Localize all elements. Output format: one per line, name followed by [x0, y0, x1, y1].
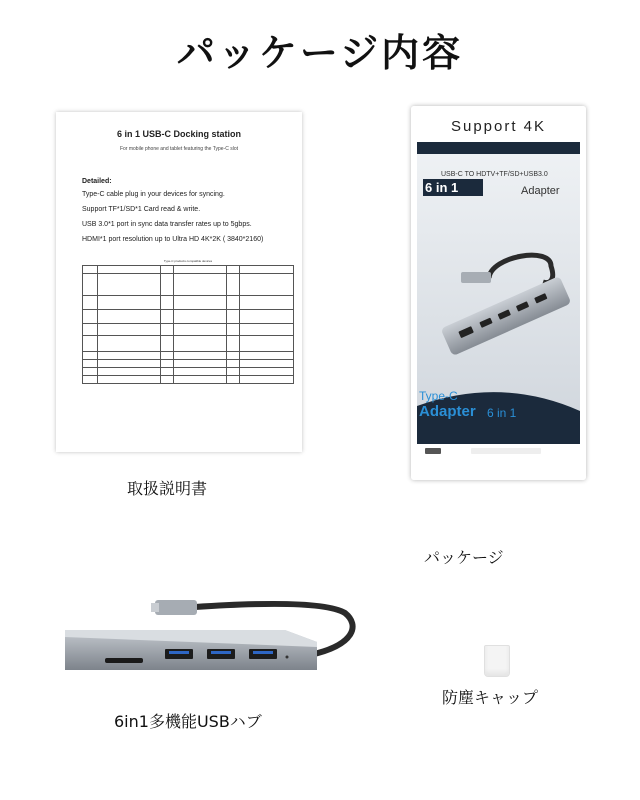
- package-box: [411, 106, 586, 480]
- manual-line: Support TF*1/SD*1 Card read & write.: [82, 206, 201, 213]
- cap-caption: 防塵キャップ: [442, 688, 539, 707]
- box-adapter-big: Adapter: [419, 403, 476, 420]
- manual-detailed-label: Detailed:: [82, 178, 112, 185]
- manual-subheading: For mobile phone and tablet featuring the Type-C slot: [119, 146, 239, 152]
- dust-cap-image: [484, 645, 510, 677]
- hub-caption: 6in1多機能USBハブ: [114, 712, 262, 731]
- manual-line: Type-C cable plug in your devices for syncing.: [82, 191, 225, 198]
- package-box-art: [411, 106, 586, 480]
- manual-line: USB 3.0*1 port in sync data transfer rates up to 5gbps.: [82, 221, 252, 228]
- box-six-in-one: 6 in 1: [487, 406, 517, 420]
- box-adapter-label: Adapter: [521, 185, 560, 197]
- box-type-c: Type-C: [419, 389, 458, 403]
- instruction-manual: [56, 112, 302, 452]
- box-caption: パッケージ: [424, 548, 504, 567]
- manual-line: HDMI*1 port resolution up to Ultra HD 4K*2K ( 3840*2160): [82, 236, 264, 243]
- box-support-text: Support 4K: [450, 118, 547, 135]
- table-caption: Type-C products compatible devices: [163, 259, 213, 263]
- page-title: パッケージ内容: [176, 31, 464, 75]
- compatibility-table: [82, 265, 294, 384]
- manual-caption: 取扱説明書: [127, 479, 208, 498]
- usb-hub-image: [55, 585, 375, 695]
- manual-heading: 6 in 1 USB-C Docking station: [116, 129, 241, 139]
- box-badge: 6 in 1: [425, 180, 459, 195]
- box-ports-line: USB-C TO HDTV+TF/SD+USB3.0: [441, 171, 548, 178]
